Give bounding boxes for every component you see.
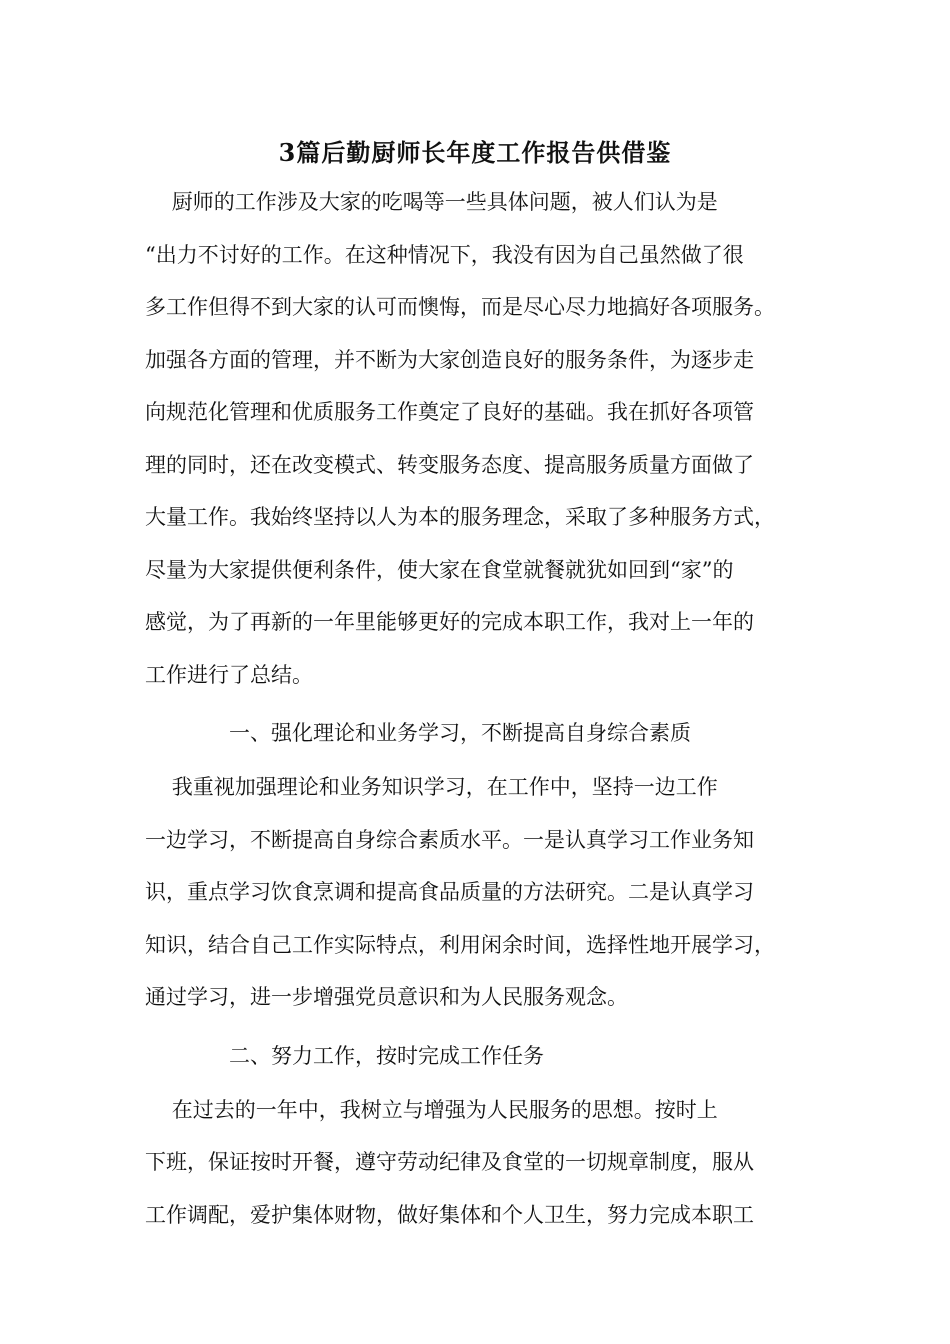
- paragraph-line: 工作进行了总结。: [145, 662, 313, 687]
- paragraph-line: 识，重点学习饮食烹调和提高食品质量的方法研究。二是认真学习: [145, 880, 754, 904]
- section-heading-1: 一、强化理论和业务学习，不断提高自身综合素质: [229, 721, 691, 745]
- paragraph-line: 我重视加强理论和业务知识学习，在工作中，坚持一边工作: [145, 775, 718, 799]
- paragraph-line: 理的同时，还在改变模式、转变服务态度、提高服务质量方面做了: [145, 452, 754, 477]
- paragraph-line: 感觉，为了再新的一年里能够更好的完成本职工作，我对上一年的: [145, 610, 754, 634]
- paragraph-line: 一边学习，不断提高自身综合素质水平。一是认真学习工作业务知: [145, 827, 754, 852]
- paragraph-line: “出力不讨好的工作。在这种情况下，我没有因为自己虽然做了很: [145, 242, 744, 267]
- paragraph-line: 多工作但得不到大家的认可而懊悔，而是尽心尽力地搞好各项服务。: [145, 295, 775, 319]
- paragraph-line: 向规范化管理和优质服务工作奠定了良好的基础。我在抓好各项管: [145, 400, 754, 424]
- paragraph-line: 在过去的一年中，我树立与增强为人民服务的思想。按时上: [145, 1097, 718, 1122]
- paragraph-line: 大量工作。我始终坚持以人为本的服务理念，采取了多种服务方式，: [145, 505, 775, 529]
- paragraph-line: 通过学习，进一步增强党员意识和为人民服务观念。: [145, 985, 628, 1009]
- document-title: 3篇后勤厨师长年度工作报告供借鉴: [278, 138, 672, 167]
- paragraph-line: 加强各方面的管理，并不断为大家创造良好的服务条件，为逐步走: [145, 347, 754, 372]
- paragraph-line: 下班，保证按时开餐，遵守劳动纪律及食堂的一切规章制度，服从: [145, 1150, 754, 1174]
- paragraph-line: 工作调配，爱护集体财物，做好集体和个人卫生，努力完成本职工: [145, 1202, 754, 1227]
- paragraph-line: 尽量为大家提供便利条件，使大家在食堂就餐就犹如回到“家”的: [145, 557, 734, 582]
- paragraph-line: 知识，结合自己工作实际特点，利用闲余时间，选择性地开展学习，: [145, 932, 775, 957]
- section-heading-2: 二、努力工作，按时完成工作任务: [229, 1043, 544, 1068]
- paragraph-line: 厨师的工作涉及大家的吃喝等一些具体问题，被人们认为是: [145, 190, 718, 214]
- document-body: [145, 176, 805, 1241]
